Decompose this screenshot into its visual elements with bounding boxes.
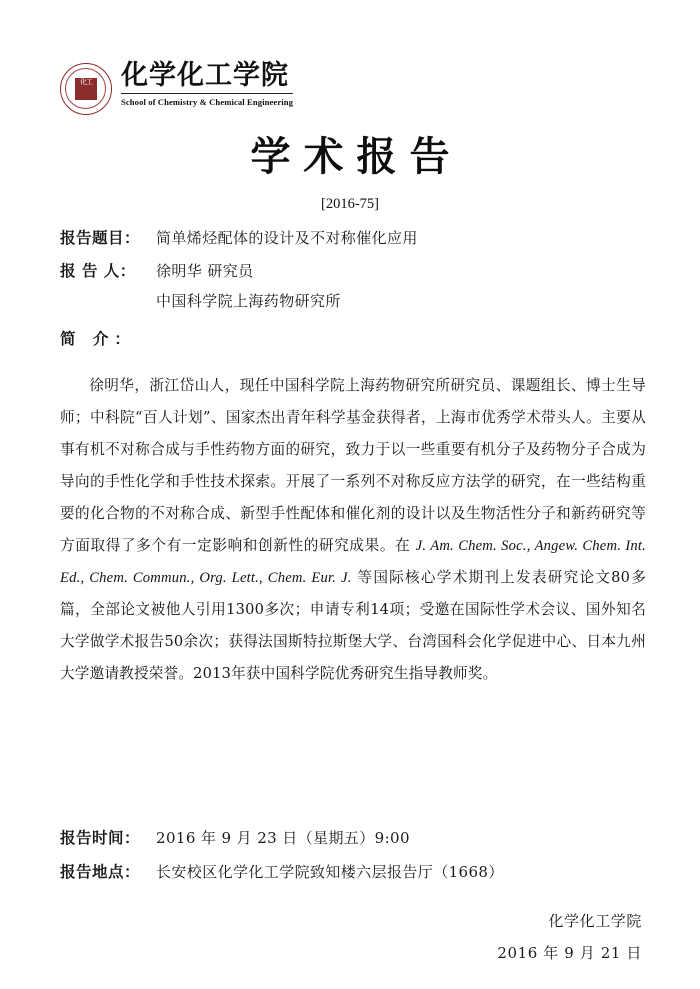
page-title: 学术报告: [250, 133, 463, 180]
speaker-value: 徐明华 研究员: [156, 262, 254, 280]
school-logo: [60, 60, 293, 115]
signature-organization: 化学化工学院: [548, 912, 642, 930]
field-row-topic: [60, 226, 645, 248]
logo-text-block: [121, 60, 293, 108]
intro-label: 简 介：: [60, 329, 136, 348]
time-value: 2016 年 9 月 23 日（星期五）9:00: [156, 829, 410, 847]
signature-date: 2016 年 9 月 21 日: [497, 944, 642, 962]
topic-value: 简单烯烃配体的设计及不对称催化应用: [156, 229, 418, 247]
speaker-biography: [60, 370, 646, 690]
seal-inner-text: 化工: [75, 78, 97, 100]
place-value: 长安校区化学化工学院致知楼六层报告厅（1668）: [156, 863, 504, 881]
field-row-speaker: [60, 259, 645, 281]
school-name-en: School of Chemistry & Chemical Engineering: [121, 93, 293, 108]
field-row-place: [60, 860, 645, 882]
document-number: [2016-75]: [321, 196, 379, 212]
topic-label: 报告题目：: [60, 228, 141, 247]
signature-block: [497, 905, 642, 969]
school-name-cn: 化学化工学院: [121, 60, 289, 91]
event-details: [60, 826, 645, 894]
bio-part-1: 徐明华，浙江岱山人，现任中国科学院上海药物研究所研究员、课题组长、博士生导师；中科院“百人计划”、国家杰出青年科学基金获得者，上海市优秀学术带头人。主要从事有机不对称合成与手性药物方面的研究，致力于以一些重要有机分子及药物分子合成为导向的手性化学和手性技术探索。开展了一系列不对称反应方法学的研究，在一些结构重要的化合物的不对称合成、新型手性配体和催化剂的设计以及生物活性分子和新药研究等方面取得了多个有一定影响和创新性的研究成果。在: [60, 377, 646, 554]
bio-journal-list: J. Am. Chem. Soc., Angew. Chem. Int. Ed., Chem. Commun., Org. Lett., Chem. Eur. J.: [60, 538, 646, 586]
place-label: 报告地点：: [60, 862, 141, 881]
field-row-time: [60, 826, 645, 848]
bio-part-2: 等国际核心学术期刊上发表研究论文80多篇，全部论文被他人引用1300多次；申请专利14项；受邀在国际性学术会议、国外知名大学做学术报告50余次；获得法国斯特拉斯堡大学、台湾国科会化学促进中心、日本九州大学邀请教授荣誉。2013年获中国科学院优秀研究生指导教师奖。: [60, 569, 647, 682]
time-label: 报告时间：: [60, 828, 141, 847]
school-seal-icon: [60, 63, 112, 115]
speaker-label: 报 告 人：: [60, 261, 136, 280]
info-fields: [60, 226, 645, 355]
speaker-affiliation: 中国科学院上海药物研究所: [156, 292, 341, 310]
